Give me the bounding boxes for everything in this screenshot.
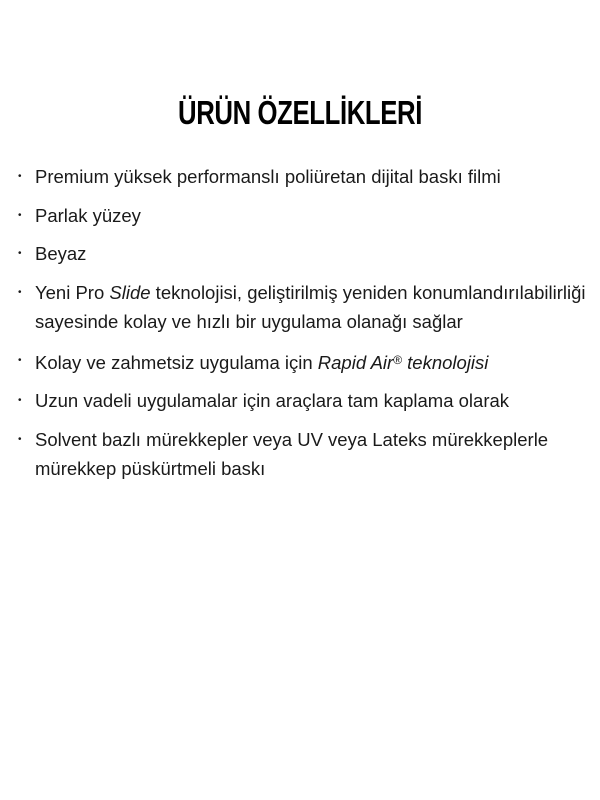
feature-text-italic-after: teknolojisi <box>402 351 489 373</box>
feature-text-italic: Rapid Air <box>317 351 394 373</box>
list-item <box>16 162 588 192</box>
registered-mark: ® <box>393 352 403 367</box>
feature-text-after: teknolojisi, geliştirilmiş yeniden konumlandırılabilirliği sayesinde kolay ve hızlı bir uygulama olanağı sağlar <box>35 281 586 332</box>
feature-text: Beyaz <box>35 243 87 264</box>
feature-text-before: Yeni Pro <box>35 281 110 303</box>
list-item <box>16 278 588 337</box>
list-item <box>16 425 588 484</box>
list-item <box>16 386 588 416</box>
bullet-icon: • <box>18 433 22 445</box>
feature-text-before: Kolay ve zahmetsiz uygulama için <box>35 351 318 373</box>
bullet-icon: • <box>18 171 22 182</box>
list-item <box>16 346 588 378</box>
bullet-icon: • <box>18 286 22 298</box>
feature-text-italic: Slide <box>109 281 151 303</box>
feature-list <box>16 162 588 493</box>
list-item <box>16 239 588 269</box>
page-title: ÜRÜN ÖZELLİKLERİ <box>177 94 422 131</box>
bullet-icon: • <box>18 354 22 366</box>
bullet-icon: • <box>18 395 22 406</box>
bullet-icon: • <box>18 209 22 221</box>
feature-text: Uzun vadeli uygulamalar için araçlara tam kaplama olarak <box>35 390 510 411</box>
bullet-icon: • <box>18 248 22 259</box>
feature-text: Solvent bazlı mürekkepler veya UV veya Lateks mürekkeplerle mürekkep püskürtmeli baskı <box>35 428 549 479</box>
feature-text: Premium yüksek performanslı poliüretan dijital baskı filmi <box>35 166 501 187</box>
feature-text: Parlak yüzey <box>35 204 141 226</box>
list-item <box>16 201 588 231</box>
